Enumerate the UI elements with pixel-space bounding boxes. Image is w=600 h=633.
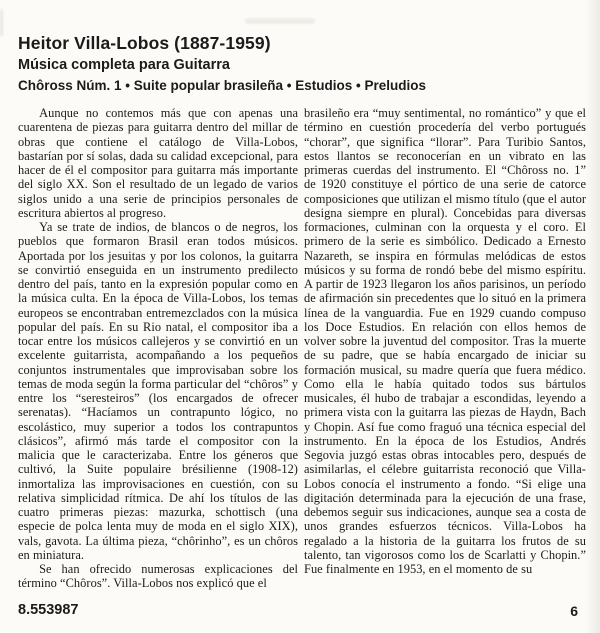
catalog-number: 8.553987 (18, 602, 79, 618)
header (18, 33, 582, 94)
left-column (18, 106, 298, 591)
album-title: Música completa para Guitarra (18, 56, 230, 73)
scan-smudge (245, 18, 315, 24)
paragraph: brasileño era “muy sentimental, no romántico” y que el término en cuestión procedería del verbo portugués “chorar”, que significa “llorar”. Para Turibio Santos, estos llantos se reconocerían en un vibrato en las primeras cuerdas del instrumento. El “Chôross no. 1” de 1920 constituye el pórtico de una serie de catorce composiciones que utilizan el mismo título (que el autor designa siempre en plural). Concebidas para diversas formaciones, culminan con la orquesta y el coro. El primero de la serie es simbólico. Dedicado a Ernesto Nazareth, se inspira en fórmulas melódicas de estos músicos y su forma de rondó bebe del mismo espíritu. A partir de 1923 llegaron los años parisinos, un período de afirmación sin precedentes que lo situó en la primera línea de la vanguardia. Fue en 1929 cuando compuso los Doce Estudios. En relación con ellos hemos de volver sobre la juventud del compositor. Tras la muerte de su padre, que se había encargado de iniciar su formación musical, su madre quería que fuera médico. Como ella le había quitado todos sus bártulos musicales, él hubo de trabajar a escondidas, leyendo a primera vista con la guitarra las piezas de Haydn, Bach y Chopin. Así fue como fraguó una técnica especial del instrumento. En la época de los Estudios, Andrés Segovia juzgó estas obras intocables pero, después de asimilarlas, el célebre guitarrista reconoció que Villa-Lobos conocía el instrumento a fondo. “Si elige una digitación determinada para la ejecución de una frase, debemos seguir sus indicaciones, aunque sea a costa de unos grandes esfuerzos técnicos. Villa-Lobos ha regalado a la historia de la guitarra los frutos de su talento, tan vigorosos como los de Scarlatti y Chopin.” Fue finalmente en 1953, en el momento de su (304, 106, 586, 576)
scan-smudge (0, 10, 3, 36)
paragraph: Ya se trate de indios, de blancos o de negros, los pueblos que formaron Brasil eran todos músicos. Aportada por los jesuitas y por los colonos, la guitarra se convirtió enseguida en un instrumento predilecto dentro del país, tanto en la expresión popular como en la música culta. En la época de Villa-Lobos, los temas europeos se encontraban entremezclados con la música popular del país. En su Rio natal, el compositor iba a tocar entre los músicos callejeros y se convirtió en un excelente guitarrista, acompañando a los pequeños conjuntos instrumentales que improvisaban sobre los temas de moda según la forma particular del “chôros” y entre los “seresteiros” (los encargados de ofrecer serenatas). “Hacíamos un contrapunto lógico, no escolástico, muy superior a todos los contrapuntos clásicos”, afirmó más tarde el compositor con la malicia que le caracterizaba. Entre los géneros que cultivó, la Suite populaire brésilienne (1908-12) inmortaliza las improvisaciones en cuestión, con su relativa simplicidad rítmica. De ahí los títulos de las cuatro primeras piezas: mazurka, schottisch (una especie de polca lenta muy de moda en el siglo XIX), vals, gavota. La última pieza, “chôrinho”, es un chôros en miniatura. (18, 220, 298, 562)
works-line: Chôross Núm. 1 • Suite popular brasileña • Estudios • Preludios (18, 77, 427, 93)
paragraph: Aunque no contemos más que con apenas una cuarentena de piezas para guitarra dentro del millar de obras que contiene el catálogo de Villa-Lobos, bastarían por sí solas, dada su calidad excepcional, para hacer de él el compositor para guitarra más importante del siglo XX. Son el resultado de un legado de varios siglos unido a una serie de principios personales de escritura abiertos al progreso. (18, 106, 298, 220)
paragraph: Se han ofrecido numerosas explicaciones del término “Chôros”. Villa-Lobos nos explicó que el (18, 562, 298, 591)
right-column (304, 106, 586, 576)
page-number: 6 (570, 603, 578, 619)
scan-edge-shadow (586, 0, 600, 633)
composer-title: Heitor Villa-Lobos (1887-1959) (18, 33, 271, 53)
